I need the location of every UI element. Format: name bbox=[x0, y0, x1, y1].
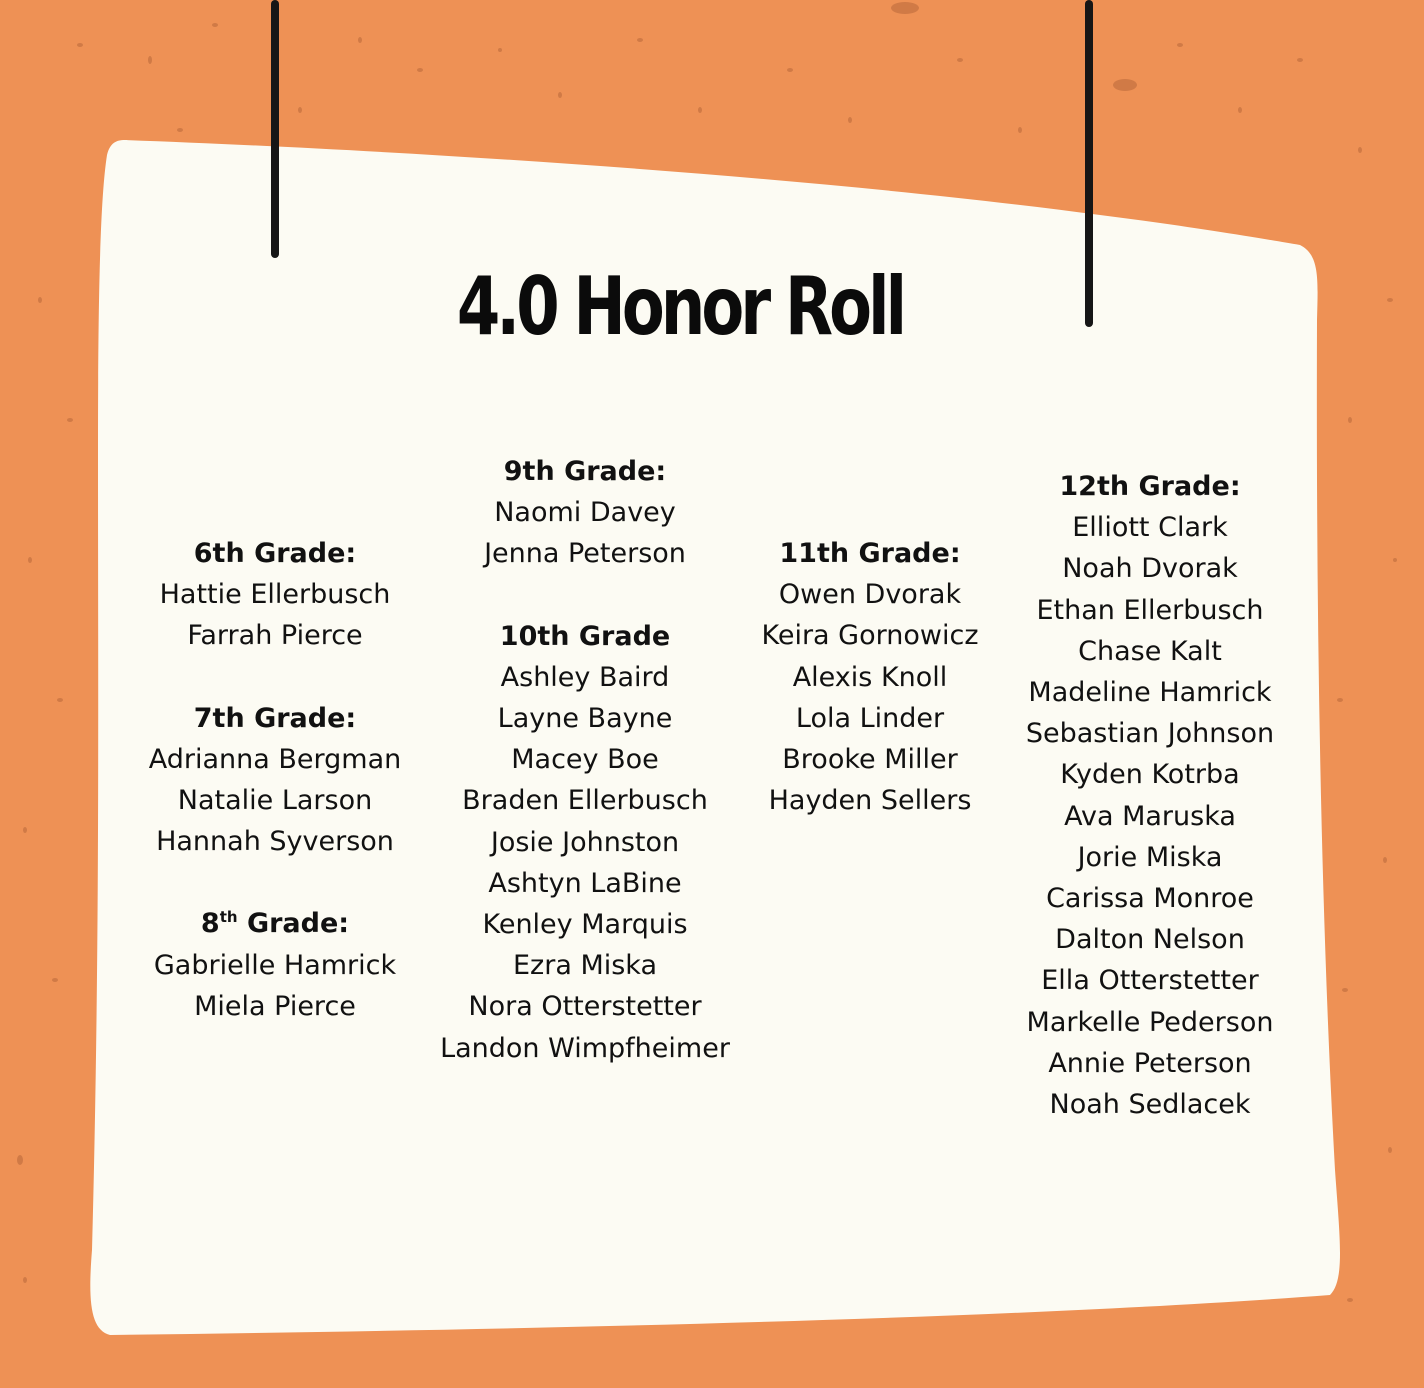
student-name: Noah Sedlacek bbox=[1049, 1089, 1251, 1121]
student-name: Alexis Knoll bbox=[792, 661, 948, 693]
grade-heading-7th: 7th Grade: bbox=[193, 702, 357, 734]
student-name: Nora Otterstetter bbox=[468, 991, 702, 1023]
student-name: Elliott Clark bbox=[1072, 512, 1228, 544]
student-name: Braden Ellerbusch bbox=[462, 785, 708, 817]
student-name: Chase Kalt bbox=[1078, 635, 1222, 667]
student-name: Josie Johnston bbox=[490, 826, 680, 858]
page-title: 4.0 Honor Roll bbox=[456, 260, 904, 353]
student-name: Ella Otterstetter bbox=[1041, 965, 1259, 997]
student-name: Kenley Marquis bbox=[482, 909, 688, 941]
grade-heading-8th: 8th Grade: bbox=[200, 908, 350, 940]
student-name: Jenna Peterson bbox=[484, 538, 686, 570]
student-name: Layne Bayne bbox=[497, 703, 673, 735]
student-name: Ava Maruska bbox=[1064, 800, 1236, 832]
student-name: Farrah Pierce bbox=[187, 620, 363, 652]
column-grades-9-10 bbox=[420, 451, 750, 1069]
grade-heading-10th: 10th Grade bbox=[499, 620, 671, 652]
hanging-string-left bbox=[271, 0, 279, 258]
student-name: Natalie Larson bbox=[177, 785, 373, 817]
student-name: Madeline Hamrick bbox=[1028, 677, 1272, 709]
column-grade-12 bbox=[1000, 466, 1300, 1125]
student-name: Dalton Nelson bbox=[1055, 924, 1245, 956]
student-name: Noah Dvorak bbox=[1062, 553, 1238, 585]
student-name: Ezra Miska bbox=[512, 950, 658, 982]
student-name: Owen Dvorak bbox=[778, 579, 962, 611]
student-name: Hayden Sellers bbox=[768, 785, 972, 817]
student-name: Naomi Davey bbox=[494, 497, 676, 529]
student-name: Brooke Miller bbox=[782, 744, 958, 776]
student-name: Ethan Ellerbusch bbox=[1036, 594, 1264, 626]
student-name: Gabrielle Hamrick bbox=[153, 949, 397, 981]
student-name: Ashley Baird bbox=[500, 661, 670, 693]
student-name: Hannah Syverson bbox=[156, 826, 394, 858]
student-name: Jorie Miska bbox=[1077, 841, 1223, 873]
student-name: Adrianna Bergman bbox=[148, 743, 402, 775]
grade-heading-12th: 12th Grade: bbox=[1059, 471, 1241, 502]
hanging-string-right bbox=[1085, 0, 1093, 327]
grade-heading-9th: 9th Grade: bbox=[503, 456, 667, 487]
student-name: Miela Pierce bbox=[194, 990, 356, 1022]
student-name: Markelle Pederson bbox=[1026, 1006, 1274, 1038]
column-grade-11 bbox=[740, 533, 1000, 821]
student-name: Kyden Kotrba bbox=[1060, 759, 1240, 791]
grade-heading-11th: 11th Grade: bbox=[779, 538, 961, 569]
grade-heading-6th: 6th Grade: bbox=[193, 538, 357, 569]
student-name: Hattie Ellerbusch bbox=[159, 579, 391, 611]
student-name: Ashtyn LaBine bbox=[488, 867, 682, 899]
student-name: Macey Boe bbox=[511, 744, 659, 776]
student-name: Carissa Monroe bbox=[1046, 883, 1254, 915]
student-name: Lola Linder bbox=[795, 702, 945, 734]
column-grades-6-8 bbox=[120, 533, 430, 1027]
student-name: Sebastian Johnson bbox=[1025, 718, 1275, 750]
student-name: Landon Wimpfheimer bbox=[440, 1032, 730, 1064]
student-name: Annie Peterson bbox=[1048, 1047, 1252, 1079]
student-name: Keira Gornowicz bbox=[761, 620, 979, 652]
